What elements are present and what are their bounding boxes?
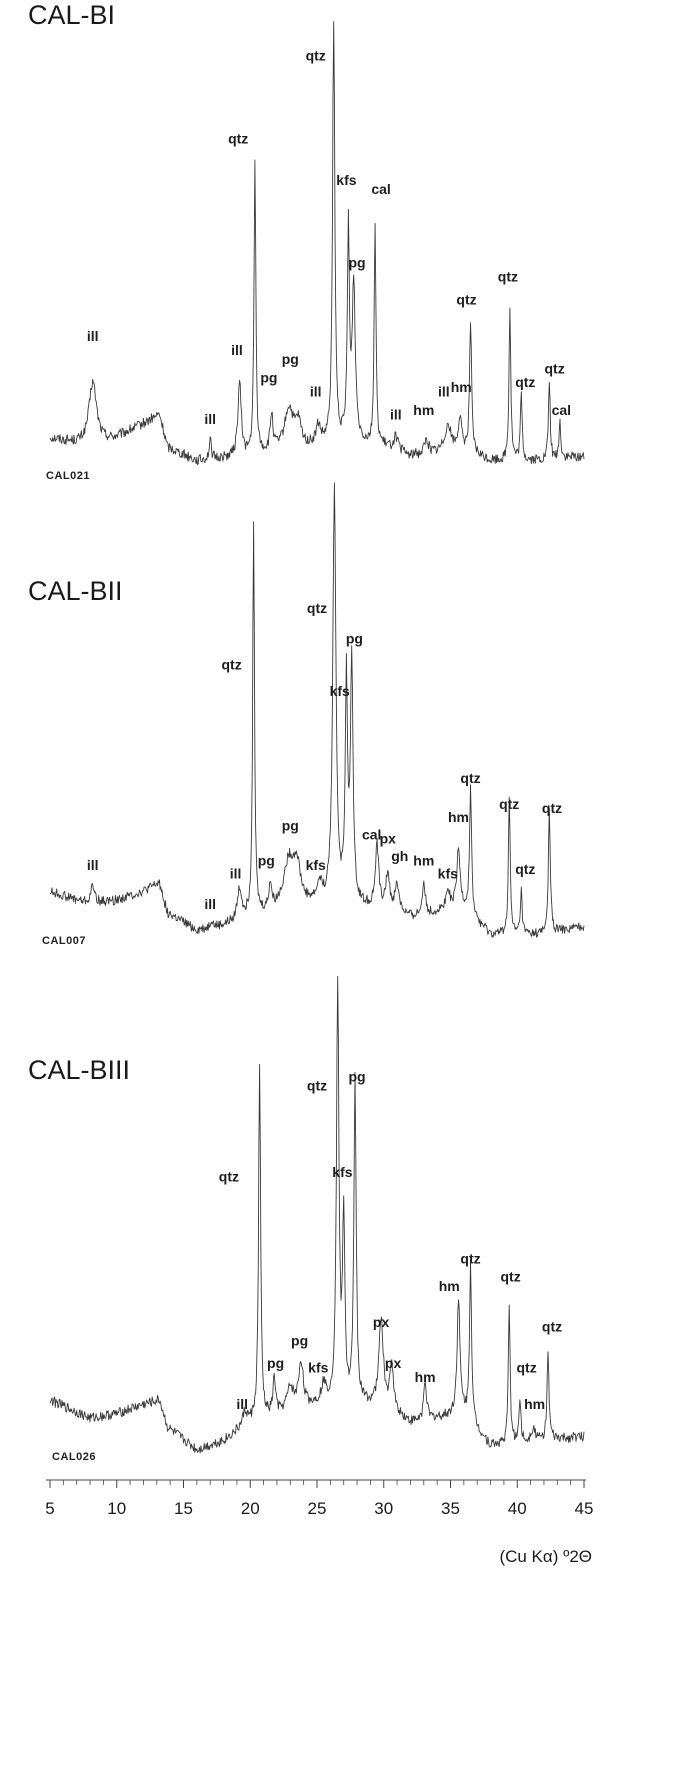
peak-label: qtz: [460, 769, 481, 786]
peak-label: ill: [437, 383, 450, 400]
peak-label: qtz: [456, 291, 477, 308]
peak-label: gh: [391, 848, 409, 864]
x-tick-label: 30: [374, 1499, 394, 1518]
x-axis: [45, 1480, 593, 1566]
sample-code: CAL007: [42, 935, 86, 947]
x-tick-label: 45: [574, 1499, 594, 1518]
peak-label: qtz: [306, 600, 328, 617]
peak-label: px: [379, 830, 396, 847]
peak-label: hm: [413, 401, 435, 418]
peak-label: ill: [204, 411, 217, 427]
peak-label: cal: [371, 181, 391, 197]
peak-label: hm: [413, 852, 435, 869]
peak-label: pg: [345, 630, 363, 647]
peak-label: pg: [260, 369, 278, 386]
peak-label: px: [372, 1314, 390, 1331]
peak-label: pg: [348, 1068, 366, 1085]
peak-label: kfs: [332, 1164, 353, 1180]
peak-label: qtz: [515, 861, 536, 878]
peak-label: qtz: [218, 1168, 240, 1185]
x-tick-label: 25: [307, 1499, 327, 1518]
panel-1: [28, 0, 584, 482]
peak-label: qtz: [544, 360, 565, 377]
x-tick-label: 10: [107, 1499, 127, 1518]
peak-label: qtz: [516, 1359, 537, 1376]
peak-label: pg: [257, 852, 275, 869]
peak-label: ill: [389, 406, 402, 423]
peak-label: qtz: [515, 374, 536, 391]
peak-label: kfs: [437, 865, 458, 882]
peak-label: ill: [231, 342, 243, 358]
panel-title: CAL-BI: [28, 0, 116, 30]
peak-label: qtz: [499, 795, 520, 812]
peak-label: qtz: [305, 47, 326, 64]
peak-label: pg: [348, 254, 366, 271]
peak-label: ill: [309, 383, 322, 400]
x-axis-ticks: [45, 1480, 593, 1518]
peak-label: hm: [448, 808, 469, 825]
peak-label: qtz: [541, 1318, 563, 1335]
peak-label: qtz: [497, 268, 519, 285]
peak-label: hm: [438, 1277, 460, 1294]
panel-3: [28, 977, 584, 1464]
peak-label: kfs: [308, 1359, 329, 1376]
peak-label: cal: [361, 826, 382, 843]
panel-title: CAL-BIII: [28, 1055, 131, 1085]
peak-label: hm: [450, 378, 472, 395]
x-tick-label: 15: [174, 1499, 193, 1518]
peak-label: qtz: [306, 1077, 328, 1094]
peak-label: kfs: [336, 171, 357, 188]
peak-label: pg: [291, 1332, 309, 1349]
panel-2: [28, 483, 584, 947]
peak-label: qtz: [500, 1268, 521, 1285]
panel-title: CAL-BII: [28, 576, 123, 606]
x-tick-label: 20: [240, 1499, 260, 1518]
peak-label: qtz: [460, 1250, 481, 1267]
peak-label: ill: [86, 856, 99, 873]
peak-label: ill: [86, 328, 99, 345]
x-tick-label: 35: [441, 1499, 460, 1518]
peak-label: kfs: [305, 856, 326, 873]
peak-label: qtz: [221, 656, 242, 673]
diffraction-trace: [50, 977, 584, 1453]
peak-label: qtz: [541, 800, 563, 817]
peak-label: cal: [551, 401, 572, 418]
peak-label: kfs: [329, 682, 350, 699]
peak-label: ill: [236, 1396, 249, 1412]
peak-label: hm: [414, 1368, 436, 1385]
peak-label: px: [384, 1355, 402, 1372]
peak-label: ill: [229, 865, 242, 882]
peak-label: pg: [281, 817, 299, 834]
x-tick-label: 40: [507, 1499, 527, 1518]
peak-label: hm: [524, 1396, 546, 1412]
peak-label: pg: [281, 351, 299, 368]
sample-code: CAL026: [52, 1451, 96, 1463]
diffractogram-panels: [28, 0, 584, 1463]
peak-label: ill: [204, 895, 217, 912]
sample-code: CAL021: [46, 470, 90, 482]
peak-label: qtz: [228, 130, 249, 147]
peak-label: pg: [267, 1355, 285, 1372]
x-tick-label: 5: [45, 1499, 55, 1518]
x-axis-title: (Cu Kα) º2Θ: [499, 1547, 592, 1566]
